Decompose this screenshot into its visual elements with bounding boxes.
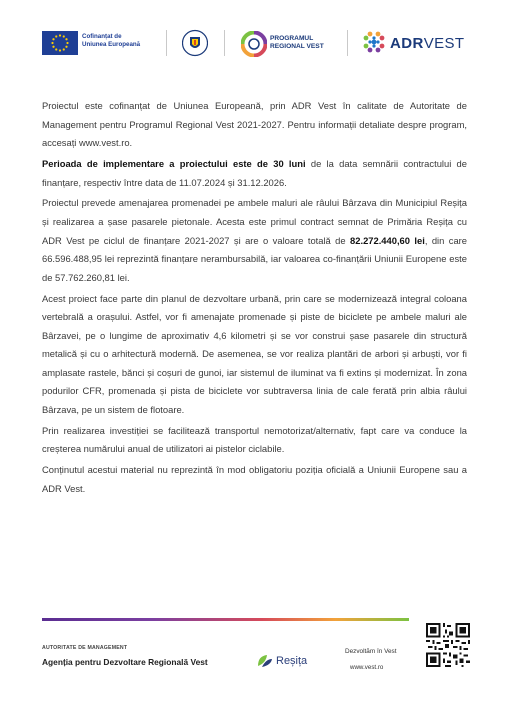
total-value-highlight: 82.272.440,60 lei: [350, 234, 425, 246]
management-authority-label: AUTORITATE DE MANAGEMENT: [42, 645, 128, 651]
agency-name: Agenția pentru Dezvoltare Regională Vest: [42, 657, 208, 667]
paragraph-cofinance: Proiectul este cofinanțat de Uniunea Europeană, prin ADR Vest în calitate de Autoritate de Management pentru Programul Regional Vest 2021-2027. Pentru informații detaliate despre program, accesați www.vest.ro.: [42, 100, 467, 149]
resita-wordmark: Reșița: [276, 655, 308, 667]
eu-flag-icon: [42, 31, 78, 55]
footer-website-link[interactable]: www.vest.ro: [350, 664, 384, 671]
paragraph-period: Perioada de implementare a proiectului este de 30 luni de la data semnării contractului de finanțare, respectiv între data de 11.07.2024 și 31.12.2026.: [42, 157, 467, 188]
footer-gradient-divider: [42, 618, 409, 621]
adr-vest-logo-icon: [362, 30, 386, 59]
eu-cofinance-label: Cofinanțat de Uniunea Europeană: [82, 33, 141, 48]
document-body: [42, 97, 467, 501]
header-divider: [224, 30, 225, 56]
adr-vest-wordmark: ADRVEST: [390, 35, 465, 52]
paragraph-urban-plan: Acest proiect face parte din planul de dezvoltare urbană, prin care se modernizează integral coloana vertebrală a orașului. Astfel, vor fi amenajate promenade și piste de biciclete pe ambele maluri ale Bârzavei, pe o lungime de aproximativ 4,6 kilometri și se vor construi șase pasarele din structură metalică și cu o arhitectură modernă. De asemenea, se vor realiza plantări de arbori și arbuști, vor fi amplasate rastele, bănci și coșuri de gunoi, iar sistemul de iluminat va fi extins și modernizat. În zona podurilor CFR, promenada și pista de biciclete vor subtraversa linia de cale ferată prin albia râului Bârzava, pe un sistem de flotoare.: [42, 292, 467, 416]
regional-program-logo-icon: [241, 31, 267, 62]
government-emblem-icon: [182, 29, 208, 62]
period-highlight: Perioada de implementare a proiectului este de 30 luni: [42, 157, 306, 169]
qr-code-icon[interactable]: [426, 623, 470, 667]
footer-slogan: Dezvoltăm în Vest: [345, 648, 397, 655]
header-divider: [347, 30, 348, 56]
paragraph-project-value: Proiectul prevede amenajarea promenadei pe ambele maluri ale râului Bârzava din Municipiul Reșița și realizarea a șase pasarele pietonale. Acesta este primul contract semnat de Primăria Reșița cu ADR Vest pe ciclul de finanțare 2021-2027 și are o valoare totală de 82.272.440,60 lei, din care 66.596.488,95 lei reprezintă finanțare nerambursabilă, iar valoarea co-finanțării Uniunii Europene este de 57.762.260,81 lei.: [42, 197, 468, 283]
paragraph-investment: Prin realizarea investiției se facilitează transportul nemotorizat/alternativ, fapt care va conduce la creșterea numărului anual de utilizatori ai pistelor ciclabile.: [42, 424, 467, 455]
header-divider: [166, 30, 167, 56]
paragraph-disclaimer: Conținutul acestui material nu reprezintă în mod obligatoriu poziția oficială a Uniunii Europene sau a ADR Vest.: [42, 464, 467, 494]
resita-leaf-icon: [256, 653, 274, 674]
regional-program-label: PROGRAMUL REGIONAL VEST: [270, 35, 324, 50]
header-logos: [0, 26, 509, 60]
